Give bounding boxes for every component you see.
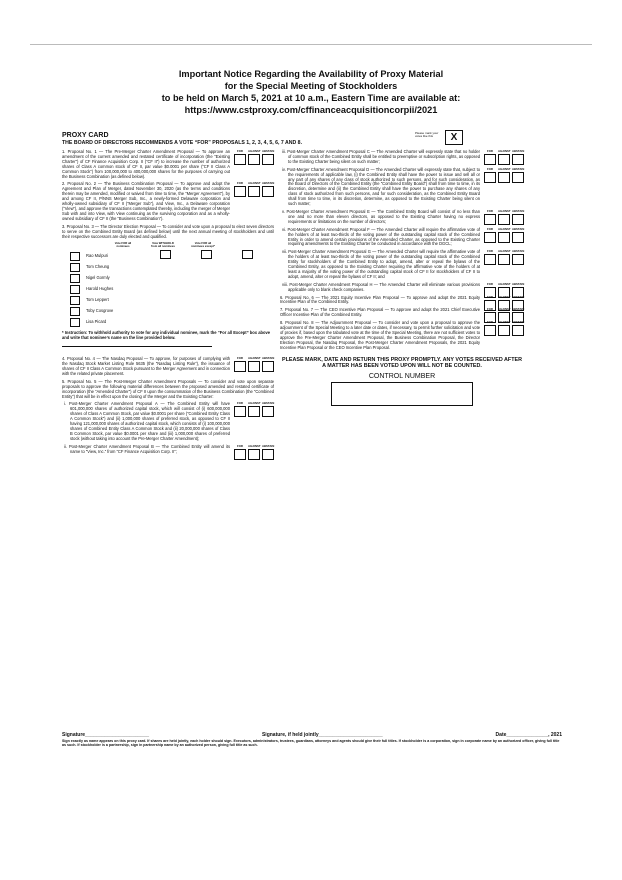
vote-for[interactable]: FOR bbox=[484, 210, 496, 225]
proposal-8-text: 8. Proposal No. 8 — The Adjournment Proposal — To consider and vote upon a proposal to approve the adjournment of the Special Meeting to a later date or dates, if necessary, to permit further solicitation and vote of proxies if, based upon the tabulated vote at the time of the Special Meeting, there are not sufficient votes to approve the Pre-Merger Charter Amendment Proposal, the Business Combination Proposal, the Director Election Proposal, the Nasdaq Proposal, the Post-Merger Charter Amendment Proposals, the 2021 Equity Incentive Plan Proposal or the CEO Incentive Plan Proposal. bbox=[280, 320, 480, 350]
vote-abstain[interactable]: ABSTAIN bbox=[512, 150, 524, 165]
vote-abstain[interactable]: ABSTAIN bbox=[512, 321, 524, 336]
proposal-5-i-votes bbox=[234, 402, 274, 417]
proposal-2-votes bbox=[234, 182, 274, 197]
proposal-7 bbox=[280, 308, 524, 318]
director-vote-boxes bbox=[152, 250, 261, 259]
left-column bbox=[62, 150, 274, 458]
proposal-5-viii bbox=[280, 283, 524, 293]
vote-abstain[interactable]: ABSTAIN bbox=[262, 182, 274, 197]
proposal-5-iii-votes bbox=[484, 150, 524, 165]
signature-row bbox=[62, 732, 562, 738]
proposal-5-iii-text: iii. Post-Merger Charter Amendment Proposal C — The Amended Charter will expressly state that no holder of common stock of the Combined Entity shall be entitled to preemptive or subscription rights, as opposed to the Existing Charter being silent on such matter; bbox=[282, 149, 480, 164]
vote-for[interactable]: FOR bbox=[234, 182, 246, 197]
nominee-item: Tom Cheung bbox=[70, 262, 274, 273]
proposal-5-i bbox=[62, 402, 274, 441]
control-number-label: CONTROL NUMBER bbox=[368, 373, 436, 381]
proposal-3 bbox=[62, 225, 274, 240]
nominee-checkbox[interactable] bbox=[70, 285, 80, 294]
proposal-5-vii-text: vii. Post-Merger Charter Amendment Proposal G — The Amended Charter will require the affirmative vote of the holders of at least two-thirds of the voting power of the outstanding capital stock of the Combined Entity for stockholders of the Combined Entity to adopt, amend, alter or repeal the bylaws of the Combined Entity, as opposed to the Existing Charter requiring the affirmative vote of the holders of at least a majority of the voting power of the outstanding capital stock of CF II for stockholders of CF II to adopt, amend, alter or repeal the bylaws of CF II; and bbox=[282, 249, 480, 279]
for-all-checkbox[interactable] bbox=[160, 250, 171, 259]
proposal-1-votes bbox=[234, 150, 274, 165]
vote-against[interactable]: AGAINST bbox=[498, 228, 510, 243]
nominee-checkbox[interactable] bbox=[70, 296, 80, 305]
director-vote-block bbox=[62, 242, 274, 328]
proposal-5-ii-text: ii. Post-Merger Charter Amendment Proposal B — The Combined Entity will amend its name to “View, Inc.” from “CF Finance Acquisition Corp. II”; bbox=[64, 443, 230, 454]
nominee-write-in-line[interactable] bbox=[62, 346, 212, 347]
proposal-5-ii-votes bbox=[234, 445, 274, 460]
proposal-2-text: 2. Proposal No. 2 — The Business Combination Proposal — To approve and adopt the Agreement and Plan of Merger, dated November 30, 2020 (as the terms and conditions therein may be amended, modified or waived from time to time, the “Merger Agreement”), by and among CF II, P/NNS Merger Sub, Inc., a newly-formed Delaware corporation and wholly-owned subsidiary of CF II (“Merger Sub”), and View, Inc., a Delaware corporation (“View”), and approve the transactions contemplated thereby, including the merger of Merger Sub with and into View, with View continuing as the surviving corporation and as a wholly-owned subsidiary of CF II (the “Business Combination”). bbox=[62, 181, 230, 221]
date-line[interactable]: Date_______________, 2021 bbox=[495, 732, 562, 738]
proposal-5-vi bbox=[280, 228, 524, 248]
proposal-5 bbox=[62, 380, 274, 400]
proposal-5-v bbox=[280, 210, 524, 225]
proposal-5-ii bbox=[62, 445, 274, 455]
vote-abstain[interactable]: ABSTAIN bbox=[262, 402, 274, 417]
proposal-5-iv bbox=[280, 168, 524, 207]
vote-against[interactable]: AGAINST bbox=[498, 210, 510, 225]
nominee-item: Tom Leppert bbox=[70, 295, 274, 306]
vote-for[interactable]: FOR bbox=[484, 308, 496, 323]
vote-against[interactable]: AGAINST bbox=[498, 250, 510, 265]
vote-abstain[interactable]: ABSTAIN bbox=[262, 445, 274, 460]
nominee-checkbox[interactable] bbox=[70, 252, 80, 261]
proposal-4 bbox=[62, 357, 274, 377]
signature-block bbox=[62, 732, 562, 748]
proposal-5-text: 5. Proposal No. 5 — The Post-Merger Charter Amendment Proposals — To consider and vote upon separate proposals to approve the following material differences between the proposed amended and restated certificate of incorporation (the “Amended Charter”) of CF II upon the consummation of the Business Combination (the “Combined Entity”) that will be in effect upon the closing of the Merger and the Existing Charter: bbox=[62, 378, 274, 399]
proposal-5-vi-text: vi. Post-Merger Charter Amendment Proposal F — The Amended Charter will require the affirmative vote of the holders of at least two-thirds of the voting power of the outstanding capital stock of the Combined Entity in order to amend certain provisions of the Amended Charter, as opposed to the Existing Charter requiring amendments to the Existing Charter be conducted in accordance with the DGCL; bbox=[282, 226, 480, 247]
vote-against[interactable]: AGAINST bbox=[248, 182, 260, 197]
vote-against[interactable]: AGAINST bbox=[498, 150, 510, 165]
signature-line[interactable]: Signature_______________________ bbox=[62, 732, 150, 738]
vote-against[interactable]: AGAINST bbox=[248, 402, 260, 417]
proposal-6 bbox=[280, 296, 524, 306]
vote-for[interactable]: FOR bbox=[234, 357, 246, 372]
notice-line-3: to be held on March 5, 2021 at 10 a.m., Eastern Time are available at: bbox=[161, 93, 461, 103]
notice-line-2: for the Special Meeting of Stockholders bbox=[224, 81, 398, 91]
proxy-card-title: PROXY CARD bbox=[62, 132, 109, 139]
proposal-4-votes bbox=[234, 357, 274, 372]
nominee-checkbox[interactable] bbox=[70, 318, 80, 327]
proposal-6-text: 6. Proposal No. 6 — The 2021 Equity Incentive Plan Proposal — To approve and adopt the 2021 Equity Incentive Plan of the Combined Entity. bbox=[280, 294, 480, 305]
vote-abstain[interactable]: ABSTAIN bbox=[512, 308, 524, 323]
proposal-2 bbox=[62, 182, 274, 221]
for-all-except-checkbox[interactable] bbox=[242, 250, 253, 259]
proxy-card bbox=[62, 132, 562, 752]
vote-for[interactable]: FOR bbox=[484, 168, 496, 183]
proposal-5-vii-votes bbox=[484, 250, 524, 265]
notice-url[interactable]: https://www.cstproxy.com/cffinanceacquisitioncorpii/2021 bbox=[184, 105, 438, 115]
proposal-4-text: 4. Proposal No. 4 — The Nasdaq Proposal — To approve, for purposes of complying with the Nasdaq Stock Market Listing Rule 5635 (the “Nasdaq Listing Rule”), the issuance of shares of CF II Class A Common Stock pursuant to the Merger Agreement and in connection with the related private placement. bbox=[62, 356, 230, 376]
vote-against[interactable]: AGAINST bbox=[498, 321, 510, 336]
nominee-checkbox[interactable] bbox=[70, 263, 80, 272]
top-rule bbox=[30, 44, 592, 45]
joint-signature-line[interactable]: Signature, if held jointly_______________________ bbox=[261, 732, 383, 738]
proposal-5-iii bbox=[280, 150, 524, 165]
nominee-checkbox[interactable] bbox=[70, 307, 80, 316]
vote-abstain[interactable]: ABSTAIN bbox=[262, 357, 274, 372]
vote-abstain[interactable]: ABSTAIN bbox=[512, 168, 524, 183]
vote-abstain[interactable]: ABSTAIN bbox=[512, 250, 524, 265]
vote-against[interactable]: AGAINST bbox=[498, 296, 510, 311]
proposal-5-i-text: i. Post-Merger Charter Amendment Proposal A — The Combined Entity will have 601,000,000 shares of authorized capital stock, which will consist of (i) 600,000,000 shares of Class A Common Stock, par value $0.0001 per share (“Combined Entity Class A Common Stock”) and (ii) 1,000,000 shares of preferred stock, as opposed to CF II having 121,000,000 shares of authorized capital stock, which consists of (i) 100,000,000 shares of Combined Entity Class A Common Stock and (ii) 20,000,000 shares of Class B Common Stock, par value $0.0001 per share and (iii) 1,000,000 shares of preferred stock (without taking into account the Pre-Merger Charter Amendment); bbox=[64, 401, 230, 441]
mark-instruction: Please mark your votes like this bbox=[415, 131, 439, 139]
proposal-5-viii-text: viii. Post-Merger Charter Amendment Proposal H — The Amended Charter will eliminate various provisions applicable only to blank check companies. bbox=[282, 281, 480, 292]
proposal-1 bbox=[62, 150, 274, 179]
vote-for[interactable]: FOR bbox=[484, 228, 496, 243]
vote-abstain[interactable]: ABSTAIN bbox=[512, 283, 524, 298]
vote-for[interactable]: FOR bbox=[484, 321, 496, 336]
nominee-item: Nigel Gormly bbox=[70, 273, 274, 284]
proposal-1-text: 1. Proposal No. 1 — The Pre-Merger Charter Amendment Proposal — To approve an amendment of the current amended and restated certificate of incorporation (the “Existing Charter”) of CF Finance Acquisition Corp. II (“CF II”) to increase the number of authorized shares of Class A common stock of CF II, par value $0.0001 per share (“CF II Class A Common Stock”) from 100,000,000 to 400,000,000 shares for the purposes of carrying out the Business Combination (as defined below). bbox=[62, 149, 230, 179]
nominee-item: Lisa Picard bbox=[70, 317, 274, 328]
vote-against[interactable]: AGAINST bbox=[248, 150, 260, 165]
vote-except-head: Vote FOR all nominees except* bbox=[191, 241, 215, 249]
nominee-item: Harold Hughes bbox=[70, 284, 274, 295]
proposal-5-iv-votes bbox=[484, 168, 524, 183]
notice-header bbox=[60, 68, 562, 116]
vote-for[interactable]: FOR bbox=[484, 150, 496, 165]
signing-instructions: Sign exactly as name appears on this proxy card. If shares are held jointly, each holder should sign. Executors, administrators, trustees, guardians, attorneys and agents should give their full titles. If stockholder is a corporation, sign in corporate name by an authorized officer, giving full title as such. If stockholder is a partnership, sign in partnership name by an authorized person, giving full title as such. bbox=[62, 739, 560, 748]
vote-against[interactable]: AGAINST bbox=[248, 357, 260, 372]
proposal-8-votes bbox=[484, 321, 524, 336]
vote-against[interactable]: AGAINST bbox=[498, 168, 510, 183]
proposal-5-v-text: v. Post-Merger Charter Amendment Proposal E — The Combined Entity Board will consist of no less than one and no more than eleven directors, as opposed to the Existing Charter having no express requirements or limitations on the number of directors; bbox=[282, 208, 480, 224]
proposal-5-vi-votes bbox=[484, 228, 524, 243]
vote-abstain[interactable]: ABSTAIN bbox=[512, 210, 524, 225]
control-number-field[interactable] bbox=[331, 382, 473, 406]
vote-for[interactable]: FOR bbox=[484, 283, 496, 298]
proposal-5-iv-text: iv. Post-Merger Charter Amendment Proposal D — The Amended Charter will expressly state that, subject to the requirements of applicable law, (i) the Combined Entity shall have the power to issue and sell all or any part of any shares of any class of stock authorized to such persons, and for such consideration, as the Board of Directors of the Combined Entity (the “Combined Entity Board”) shall from time to time, in its discretion, determine and (ii) the Combined Entity shall have the power to purchase any shares of any class of stock authorized from such persons, and for such consideration, as the Combined Entity Board shall from time to time, in its discretion, determine, as opposed to the Existing Charter being silent on such matter; bbox=[282, 166, 480, 207]
vote-against[interactable]: AGAINST bbox=[498, 308, 510, 323]
nominee-checkbox[interactable] bbox=[70, 274, 80, 283]
notice-line-1: Important Notice Regarding the Availability of Proxy Material bbox=[178, 69, 444, 79]
nominee-item: Toby Cosgrove bbox=[70, 306, 274, 317]
proposal-3-text: 3. Proposal No. 3 — The Director Election Proposal — To consider and vote upon a proposal to elect seven directors to serve on the Combined Entity Board (as defined below) until the next annual meeting of stockholders and until their respective successors are duly elected and qualified. bbox=[62, 223, 274, 239]
vote-withhold-head: Vote WITHHOLD from all nominees bbox=[151, 241, 175, 249]
vote-abstain[interactable]: ABSTAIN bbox=[512, 228, 524, 243]
vote-against[interactable]: AGAINST bbox=[498, 283, 510, 298]
board-recommendation: THE BOARD OF DIRECTORS RECOMMENDS A VOTE “FOR” PROPOSALS 1, 2, 3, 4, 5, 6, 7 AND 8. bbox=[62, 140, 303, 146]
vote-for[interactable]: FOR bbox=[234, 150, 246, 165]
withhold-instruction: * Instruction: To withhold authority to vote for any individual nominee, mark the “For all Except” box above and write that nominee’s name on the line provided below. bbox=[62, 330, 271, 341]
vote-for[interactable]: FOR bbox=[234, 402, 246, 417]
vote-for[interactable]: FOR bbox=[484, 250, 496, 265]
vote-abstain[interactable]: ABSTAIN bbox=[512, 296, 524, 311]
vote-for-all-head: Vote FOR all nominees bbox=[114, 241, 132, 249]
nominee-item: Rao Mulpuri bbox=[70, 251, 274, 262]
vote-for[interactable]: FOR bbox=[484, 296, 496, 311]
nominee-list bbox=[70, 251, 274, 328]
vote-for[interactable]: FOR bbox=[234, 445, 246, 460]
proposal-7-text: 7. Proposal No. 7 — The CEO Incentive Plan Proposal — To approve and adopt the 2021 Chief Executive Officer Incentive Plan of the Combined Entity. bbox=[280, 307, 480, 318]
proposal-8 bbox=[280, 321, 524, 350]
proposal-5-v-votes bbox=[484, 210, 524, 225]
vote-abstain[interactable]: ABSTAIN bbox=[262, 150, 274, 165]
withhold-all-checkbox[interactable] bbox=[201, 250, 212, 259]
right-column bbox=[280, 150, 524, 406]
return-notice: PLEASE MARK, DATE AND RETURN THIS PROXY PROMPTLY. ANY VOTES RECEIVED AFTER A MATTER HAS BEEN VOTED UPON WILL NOT BE COUNTED. bbox=[281, 356, 522, 370]
director-vote-headers bbox=[110, 242, 274, 248]
vote-against[interactable]: AGAINST bbox=[248, 445, 260, 460]
proposal-5-vii bbox=[280, 250, 524, 279]
mark-example-box: X bbox=[445, 130, 463, 145]
